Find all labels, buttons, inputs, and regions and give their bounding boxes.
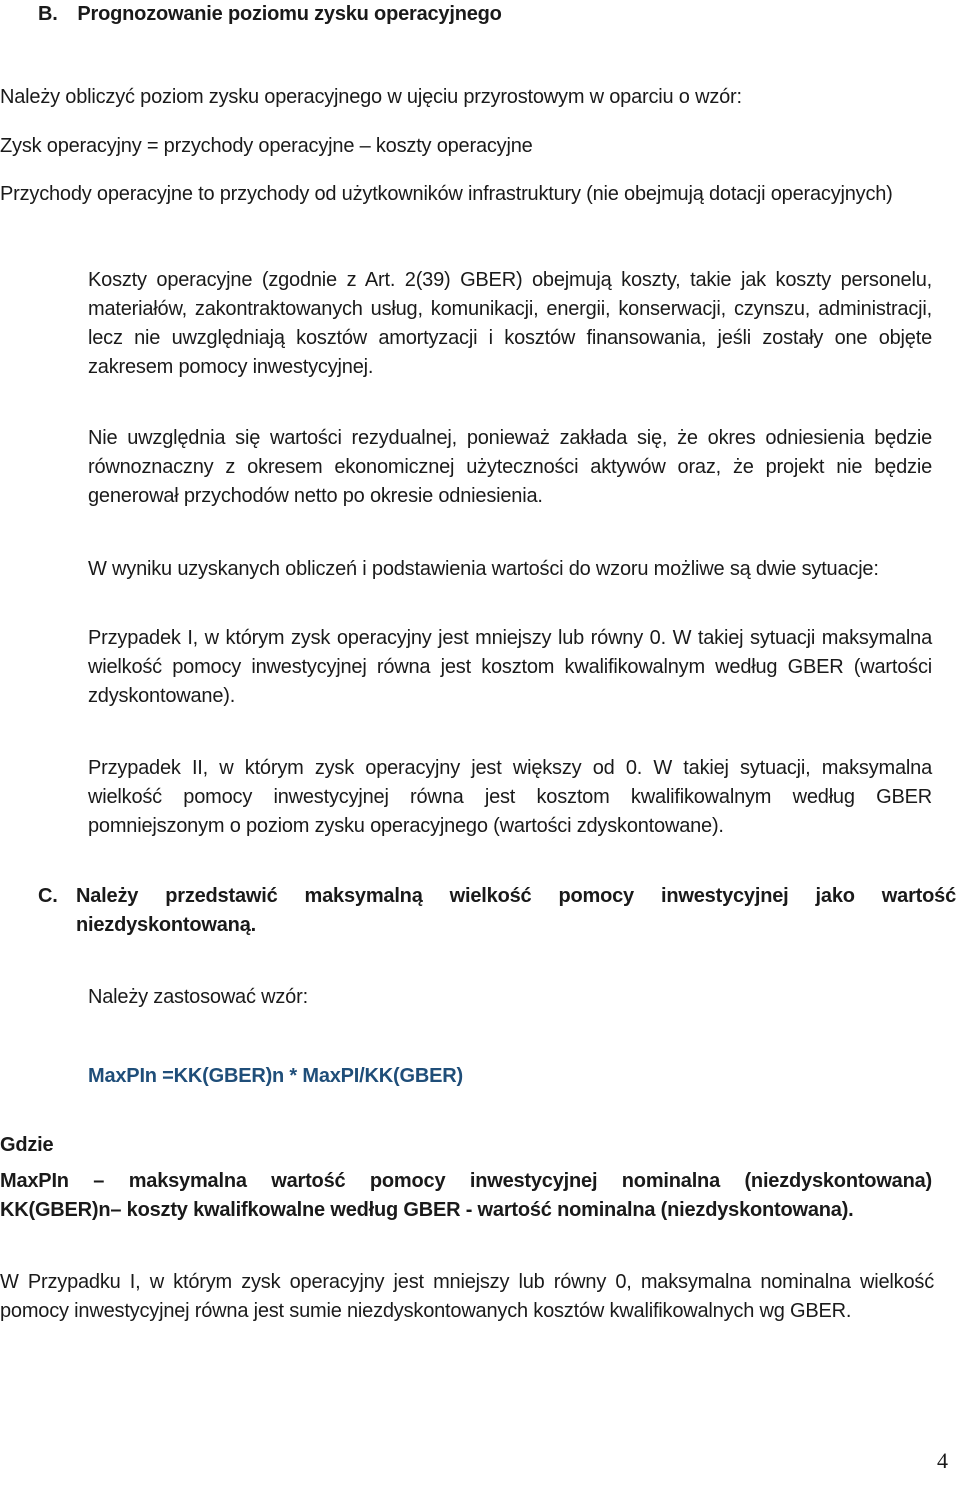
section-b-heading: B. Prognozowanie poziomu zysku operacyjnego (38, 3, 502, 25)
operating-profit-formula: Zysk operacyjny = przychody operacyjne – koszty operacyjne (0, 135, 533, 157)
revenue-definition: Przychody operacyjne to przychody od użytkowników infrastruktury (nie obejmują dotacji operacyjnych) (0, 183, 893, 205)
page-number: 4 (937, 1448, 948, 1473)
apply-formula-paragraph: Należy zastosować wzór: (88, 986, 308, 1008)
where-label: Gdzie (0, 1134, 54, 1156)
section-c-heading-line1: Należy przedstawić maksymalną wielkość pomocy inwestycyjnej jako wartość (76, 885, 956, 907)
case-2-paragraph: Przypadek II, w którym zysk operacyjny jest większy od 0. W takiej sytuacji, maksymalna wielkość pomocy inwestycyjnej równa jest kosztom kwalifikowalnym według GBER pomniejszonym o poziom zysku operacyjnego (wartości zdyskontowane). (88, 757, 932, 837)
final-paragraph: W Przypadku I, w którym zysk operacyjny jest mniejszy lub równy 0, maksymalna nominalna wielkość pomocy inwestycyjnej równa jest sumie niezdyskontowanych kosztów kwalifikowalnych wg GBER. (0, 1271, 934, 1322)
section-c-letter: C. (38, 885, 58, 907)
maxpin-formula: MaxPIn =KK(GBER)n * MaxPI/KK(GBER) (88, 1065, 463, 1087)
costs-definition: Koszty operacyjne (zgodnie z Art. 2(39) GBER) obejmują koszty, takie jak koszty personelu, materiałów, zakontraktowanych usług, komunikacji, energii, konserwacji, czynszu, administracji, lecz nie uwzględniają kosztów amortyzacji i kosztów finansowania, jeśli zostały one objęte zakresem pomocy inwestycyjnej. (88, 269, 932, 378)
definition-kk-gber-n: KK(GBER)n– koszty kwalifkowalne według GBER - wartość nominalna (niezdyskontowana). (0, 1199, 854, 1221)
intro-paragraph: Należy obliczyć poziom zysku operacyjnego w ujęciu przyrostowym w oparciu o wzór: (0, 86, 742, 108)
residual-value-paragraph: Nie uwzględnia się wartości rezydualnej, ponieważ zakłada się, że okres odniesienia będzie równoznaczny z okresem ekonomicznej użyteczności aktywów oraz, że projekt nie będzie generował przychodów netto po okresie odniesienia. (88, 427, 932, 507)
case-1-paragraph: Przypadek I, w którym zysk operacyjny jest mniejszy lub równy 0. W takiej sytuacji maksymalna wielkość pomocy inwestycyjnej równa jest kosztom kwalifikowalnym według GBER (wartości zdyskontowane). (88, 627, 932, 707)
section-c-heading-line2: niezdyskontowaną. (76, 914, 256, 936)
definition-maxpin: MaxPIn – maksymalna wartość pomocy inwestycyjnej nominalna (niezdyskontowana) (0, 1170, 932, 1192)
result-paragraph: W wyniku uzyskanych obliczeń i podstawienia wartości do wzoru możliwe są dwie sytuacje: (88, 558, 879, 580)
